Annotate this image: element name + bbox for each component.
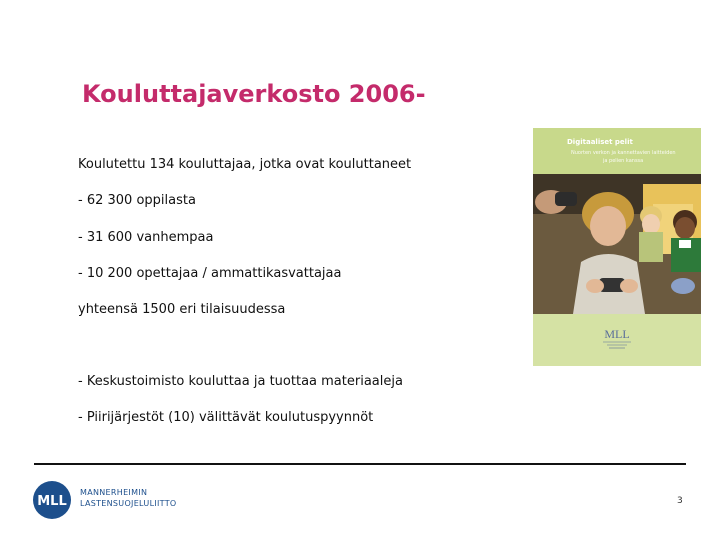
slide-title: Kouluttajaverkosto 2006-: [82, 80, 426, 108]
cover-subtitle-line2: ja pelien kanssa: [603, 158, 644, 164]
body-line-pupils: - 62 300 oppilasta: [78, 193, 196, 208]
brochure-cover-image: [533, 128, 701, 366]
svg-text:MLL: MLL: [604, 327, 630, 341]
body-line-teachers: - 10 200 opettajaa / ammattikasvattajaa: [78, 266, 342, 281]
org-name-line2: LASTENSUOJELULIITTO: [80, 499, 177, 508]
cover-title: Digitaaliset pelit: [567, 138, 633, 146]
page-number: 3: [677, 496, 683, 506]
svg-text:MLL: MLL: [37, 494, 67, 509]
org-name-line1: MANNERHEIMIN: [80, 488, 148, 497]
body-line-central-office: - Keskustoimisto kouluttaa ja tuottaa materiaaleja: [78, 374, 403, 389]
cover-subtitle-line1: Nuorten verkon ja kannettavien laitteiden: [571, 150, 676, 156]
cover-mll-logo: [597, 324, 637, 352]
body-line-trainers: Koulutettu 134 kouluttajaa, jotka ovat kouluttaneet: [78, 157, 412, 172]
footer-divider: [34, 463, 686, 465]
gaming-kids-photo: [533, 174, 701, 314]
body-line-districts: - Piirijärjestöt (10) välittävät koulutuspyynnöt: [78, 410, 374, 425]
body-line-total: yhteensä 1500 eri tilaisuudessa: [78, 302, 286, 317]
body-line-parents: - 31 600 vanhempaa: [78, 230, 214, 245]
